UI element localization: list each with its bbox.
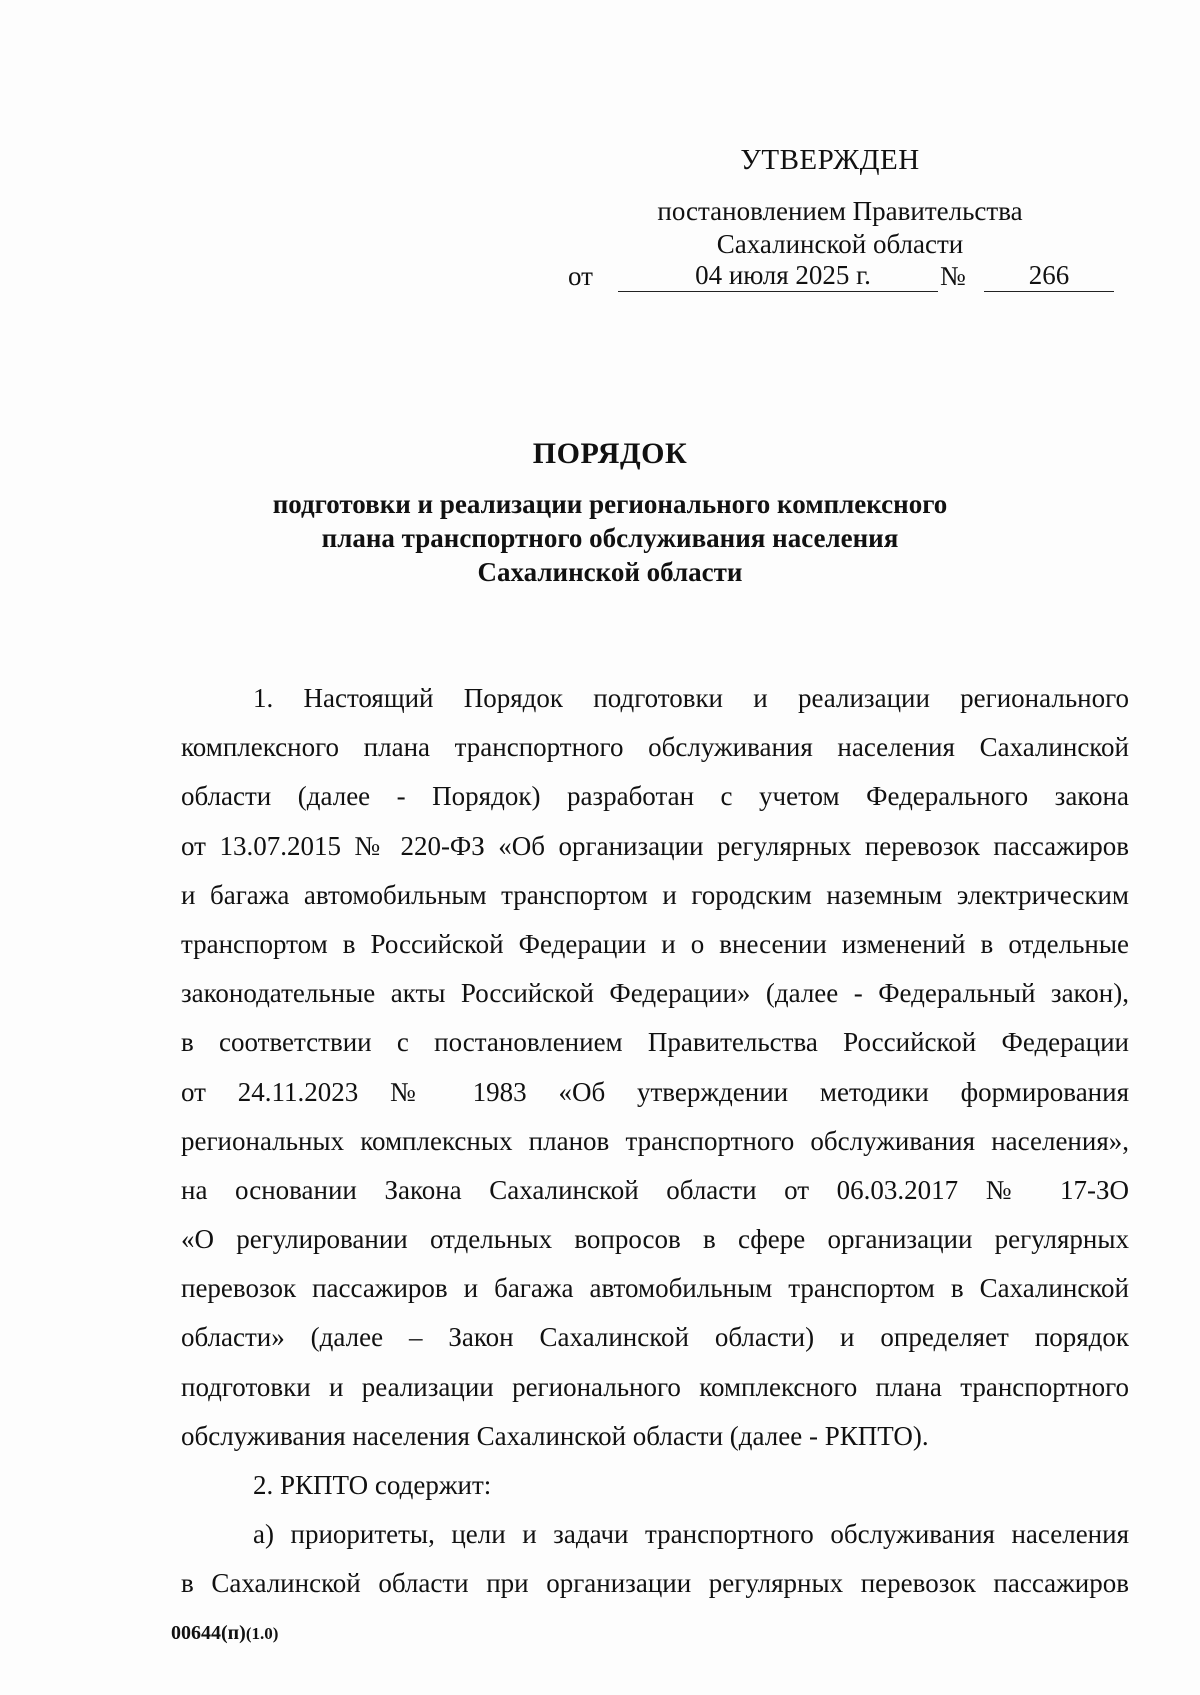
approval-number: 266 [984, 260, 1114, 292]
document-code [171, 1622, 278, 1645]
body-line: от 24.11.2023 № 1983 «Об утверждении методики формирования [181, 1076, 1129, 1107]
body-line: области» (далее – Закон Сахалинской области) и определяет порядок [181, 1322, 1129, 1353]
body-line: от 13.07.2015 № 220-ФЗ «Об организации регулярных перевозок пассажиров [181, 830, 1129, 861]
body-line: «О регулировании отдельных вопросов в сфере организации регулярных [181, 1224, 1129, 1255]
body-line: области (далее - Порядок) разработан с учетом Федерального закона [181, 781, 1129, 812]
document-subtitle [230, 487, 990, 589]
body-line: региональных комплексных планов транспортного обслуживания населения», [181, 1125, 1129, 1156]
body-line: а) приоритеты, цели и задачи транспортного обслуживания населения [253, 1519, 1129, 1550]
subtitle-line: Сахалинской области [477, 557, 743, 587]
body-text [181, 674, 1129, 1609]
body-line: и багажа автомобильным транспортом и городским наземным электрическим [181, 879, 1129, 910]
body-line: перевозок пассажиров и багажа автомобильным транспортом в Сахалинской [181, 1273, 1129, 1304]
approval-region: Сахалинской области [716, 229, 964, 259]
approval-heading: УТВЕРЖДЕН [740, 144, 920, 176]
subtitle-line: плана транспортного обслуживания населения [321, 523, 899, 553]
body-line: в соответствии с постановлением Правительства Российской Федерации [181, 1027, 1129, 1058]
document-code-number: 00644(п) [171, 1622, 246, 1644]
approval-date: 04 июля 2025 г. [618, 260, 938, 292]
body-line: законодательные акты Российской Федерации» (далее - Федеральный закон), [181, 978, 1129, 1009]
body-line: комплексного плана транспортного обслуживания населения Сахалинской [181, 732, 1129, 763]
body-line: в Сахалинской области при организации регулярных перевозок пассажиров [181, 1568, 1129, 1599]
body-line: на основании Закона Сахалинской области от 06.03.2017 № 17-ЗО [181, 1174, 1129, 1205]
body-line: транспортом в Российской Федерации и о внесении изменений в отдельные [181, 928, 1129, 959]
from-label: от [568, 261, 593, 291]
body-line: 1. Настоящий Порядок подготовки и реализации регионального [253, 683, 1129, 713]
number-label: № [940, 261, 966, 291]
body-line: обслуживания населения Сахалинской области (далее - РКПТО). [181, 1420, 929, 1451]
document-code-version: (1.0) [245, 1624, 279, 1643]
approval-dateline [568, 260, 1128, 300]
subtitle-line: подготовки и реализации регионального комплексного [272, 489, 948, 519]
approval-authority: постановлением Правительства [657, 196, 1023, 226]
body-line: подготовки и реализации регионального комплексного плана транспортного [181, 1371, 1129, 1402]
document-title: ПОРЯДОК [532, 437, 688, 470]
body-line: 2. РКПТО содержит: [253, 1470, 492, 1500]
